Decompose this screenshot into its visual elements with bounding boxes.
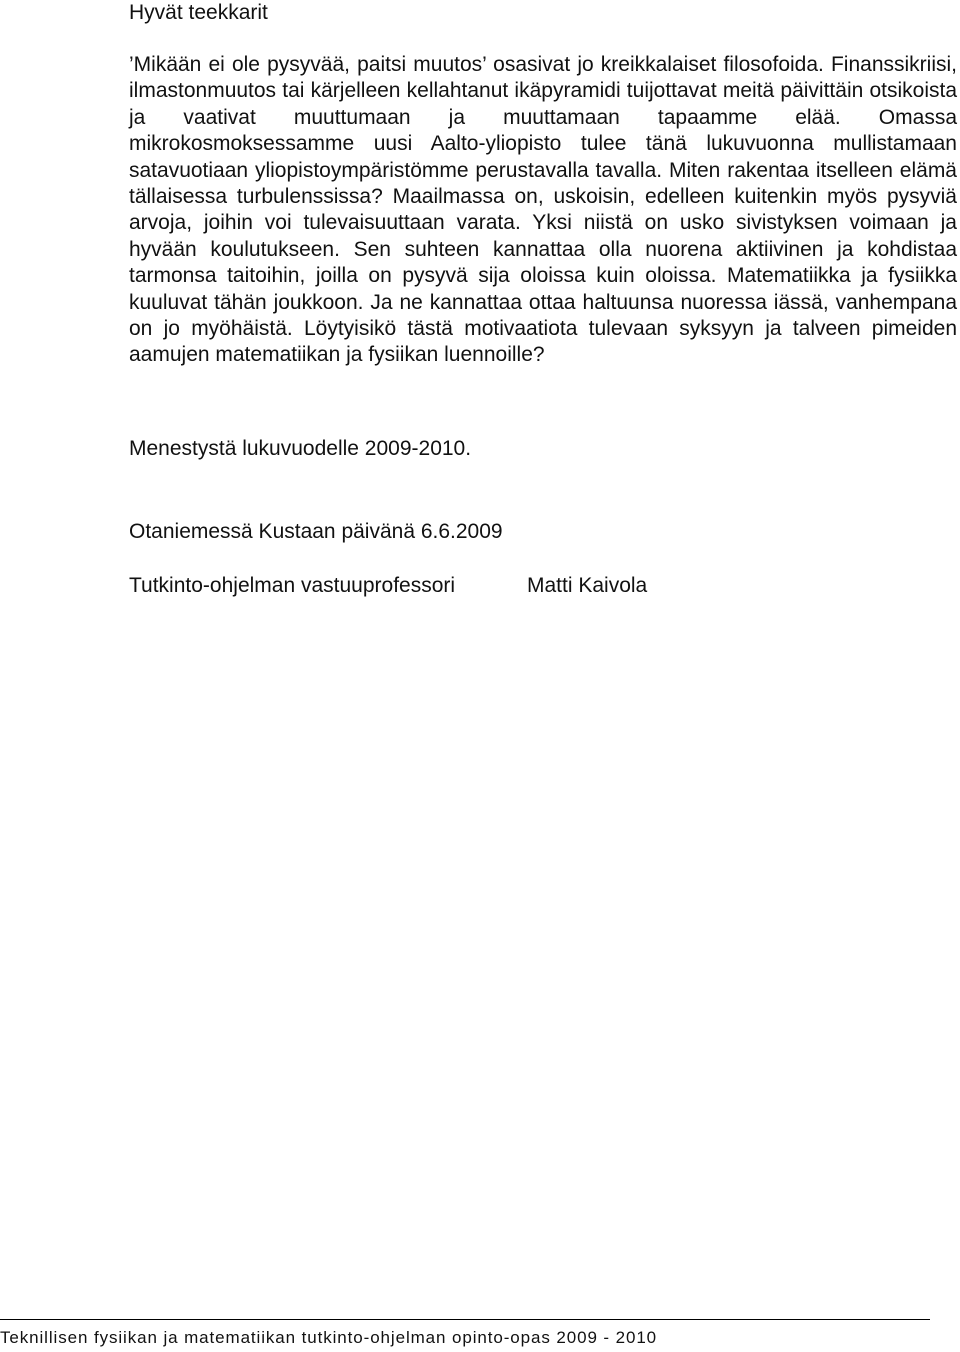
letter-greeting: Hyvät teekkarit xyxy=(129,1,268,24)
signature-name: Matti Kaivola xyxy=(527,574,648,597)
signature-title: Tutkinto-ohjelman vastuuprofessori xyxy=(129,574,456,597)
letter-body-paragraph: ’Mikään ei ole pysyvää, paitsi muutos’ osasivat jo kreikkalaiset filosofoida. Finanssikriisi, ilmastonmuutos tai kärjelleen kellahtanut ikäpyramidi tuijottavat meitä päivittäin otsikoista ja vaativat muuttumaan ja muuttamaan tapaamme elää. Omassa mikrokosmoksessamme uusi Aalto-yliopisto tulee tänä lukuvuonna mullistamaan satavuotiaan yliopistoympäristömme perustavalla tavalla. Miten rakentaa itselleen elämä tällaisessa turbulenssissa? Maailmassa on, uskoisin, edelleen kuitenkin myös pysyviä arvoja, joihin voi tulevaisuuttaan varata. Yksi niistä on usko sivistyksen voimaan ja hyvään koulutukseen. Sen suhteen kannattaa olla nuorena aktiivinen ja kohdistaa tarmonsa taitoihin, joilla on pysyvä sija oloissa kuin oloissa. Matematiikka ja fysiikka kuuluvat tähän joukkoon. Ja ne kannattaa ottaa haltuunsa nuoressa iässä, vanhempana on jo myöhäistä. Löytyisikö tästä motivaatiota tulevaan syksyyn ja talveen pimeiden aamujen matematiikan ja fysiikan luennoille? xyxy=(129,53,957,367)
footer-text: Teknillisen fysiikan ja matematiikan tutkinto-ohjelman opinto-opas 2009 - 2010 xyxy=(0,1328,658,1347)
letter-place-and-date: Otaniemessä Kustaan päivänä 6.6.2009 xyxy=(129,520,503,543)
letter-closing-wish: Menestystä lukuvuodelle 2009-2010. xyxy=(129,437,472,460)
footer-divider xyxy=(0,1319,930,1320)
letter-signature xyxy=(129,573,957,599)
